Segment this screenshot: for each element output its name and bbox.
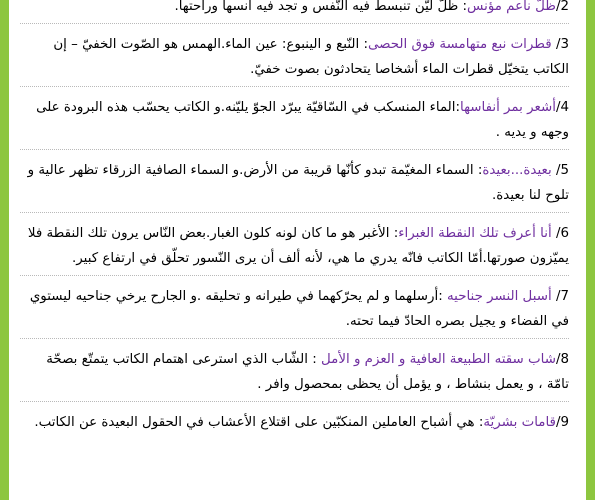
item-explanation: هي أشباح العاملين المنكبّين على اقتلاع الأعشاب في الحقول البعيدة عن الكاتب. [34, 415, 479, 430]
list-item [20, 284, 569, 339]
item-term: أشعر بمر أنفاسها [460, 100, 556, 115]
item-separator: : [455, 100, 461, 115]
list-item [20, 95, 569, 150]
item-separator: : [312, 352, 322, 367]
item-number: 8/ [555, 352, 569, 367]
item-number: 2/ [555, 0, 569, 14]
item-number: 7/ [551, 289, 569, 304]
item-explanation: النّبع و الينبوع: عين الماء.الهمس هو الصّوت الخفيّ – إن الكاتب يتخيّل قطرات الماء أشخاصا يتحادثون بصوت خفيّ. [53, 37, 569, 77]
item-separator: : [477, 163, 483, 178]
item-explanation: ظلّ ليّن تنبسط فيه النّفس و تجد فيه أنسها وراحتها. [174, 0, 463, 14]
item-number: 9/ [555, 415, 569, 430]
item-term: بعيدة...بعيدة [482, 163, 552, 178]
item-explanation: السماء المغيّمة تبدو كأنّها قريبة من الأرض.و السماء الصافية الزرقاء تظهر عالية و تلوح لنا بعيدة. [27, 163, 569, 203]
item-explanation: الأغبر هو ما كان لونه كلون الغبار.بعض النّاس يرون تلك النقطة فلا يميّزون صورتها.أمّا الكاتب فانّه يدري ما هي، لأنه ألف أن يرى النّسور تحلّق في ارتفاع كبير. [27, 226, 569, 266]
list-item [20, 221, 569, 276]
list-item [20, 0, 569, 24]
item-term: أنا أعرف تلك النقطة الغبراء [398, 226, 552, 241]
document-body [20, 0, 569, 447]
item-explanation: الماء المنسكب في السّاقيّة يبرّد الجوّ يليّنه.و الكاتب يحسّب هذه البرودة على وجهه و يديه . [36, 100, 569, 140]
item-separator: : [438, 289, 447, 304]
item-separator: : [478, 415, 484, 430]
item-number: 4/ [555, 100, 569, 115]
item-term: شاب سقته الطبيعة العافية و العزم و الأمل [321, 352, 556, 367]
list-item [20, 32, 569, 87]
item-term: ظلّ ناعم مؤنس [467, 0, 556, 14]
list-item [20, 158, 569, 213]
item-explanation: أرسلهما و لم يحرّكهما في طيرانه و تحليقه .و الجارح يرخي جناحيه ليستوي في الفضاء و يجيل بصره الحادّ فيما تحته. [29, 289, 569, 329]
item-number: 6/ [551, 226, 569, 241]
item-explanation: الشّاب الذي استرعى اهتمام الكاتب يتمتّع بصحّة تامّة ، و يعمل بنشاط ، و يؤمل أن يحظى بمحصول وافر . [46, 352, 569, 392]
item-separator: : [462, 0, 468, 14]
item-number: 5/ [551, 163, 569, 178]
item-term: قامات بشريّة [483, 415, 556, 430]
item-term: قطرات نبع متهامسة فوق الحصى [367, 37, 552, 52]
item-term: أسبل النسر جناحيه [446, 289, 552, 304]
item-number: 3/ [551, 37, 569, 52]
item-separator: : [393, 226, 399, 241]
list-item [20, 347, 569, 402]
list-item [20, 410, 569, 439]
item-separator: : [363, 37, 368, 52]
